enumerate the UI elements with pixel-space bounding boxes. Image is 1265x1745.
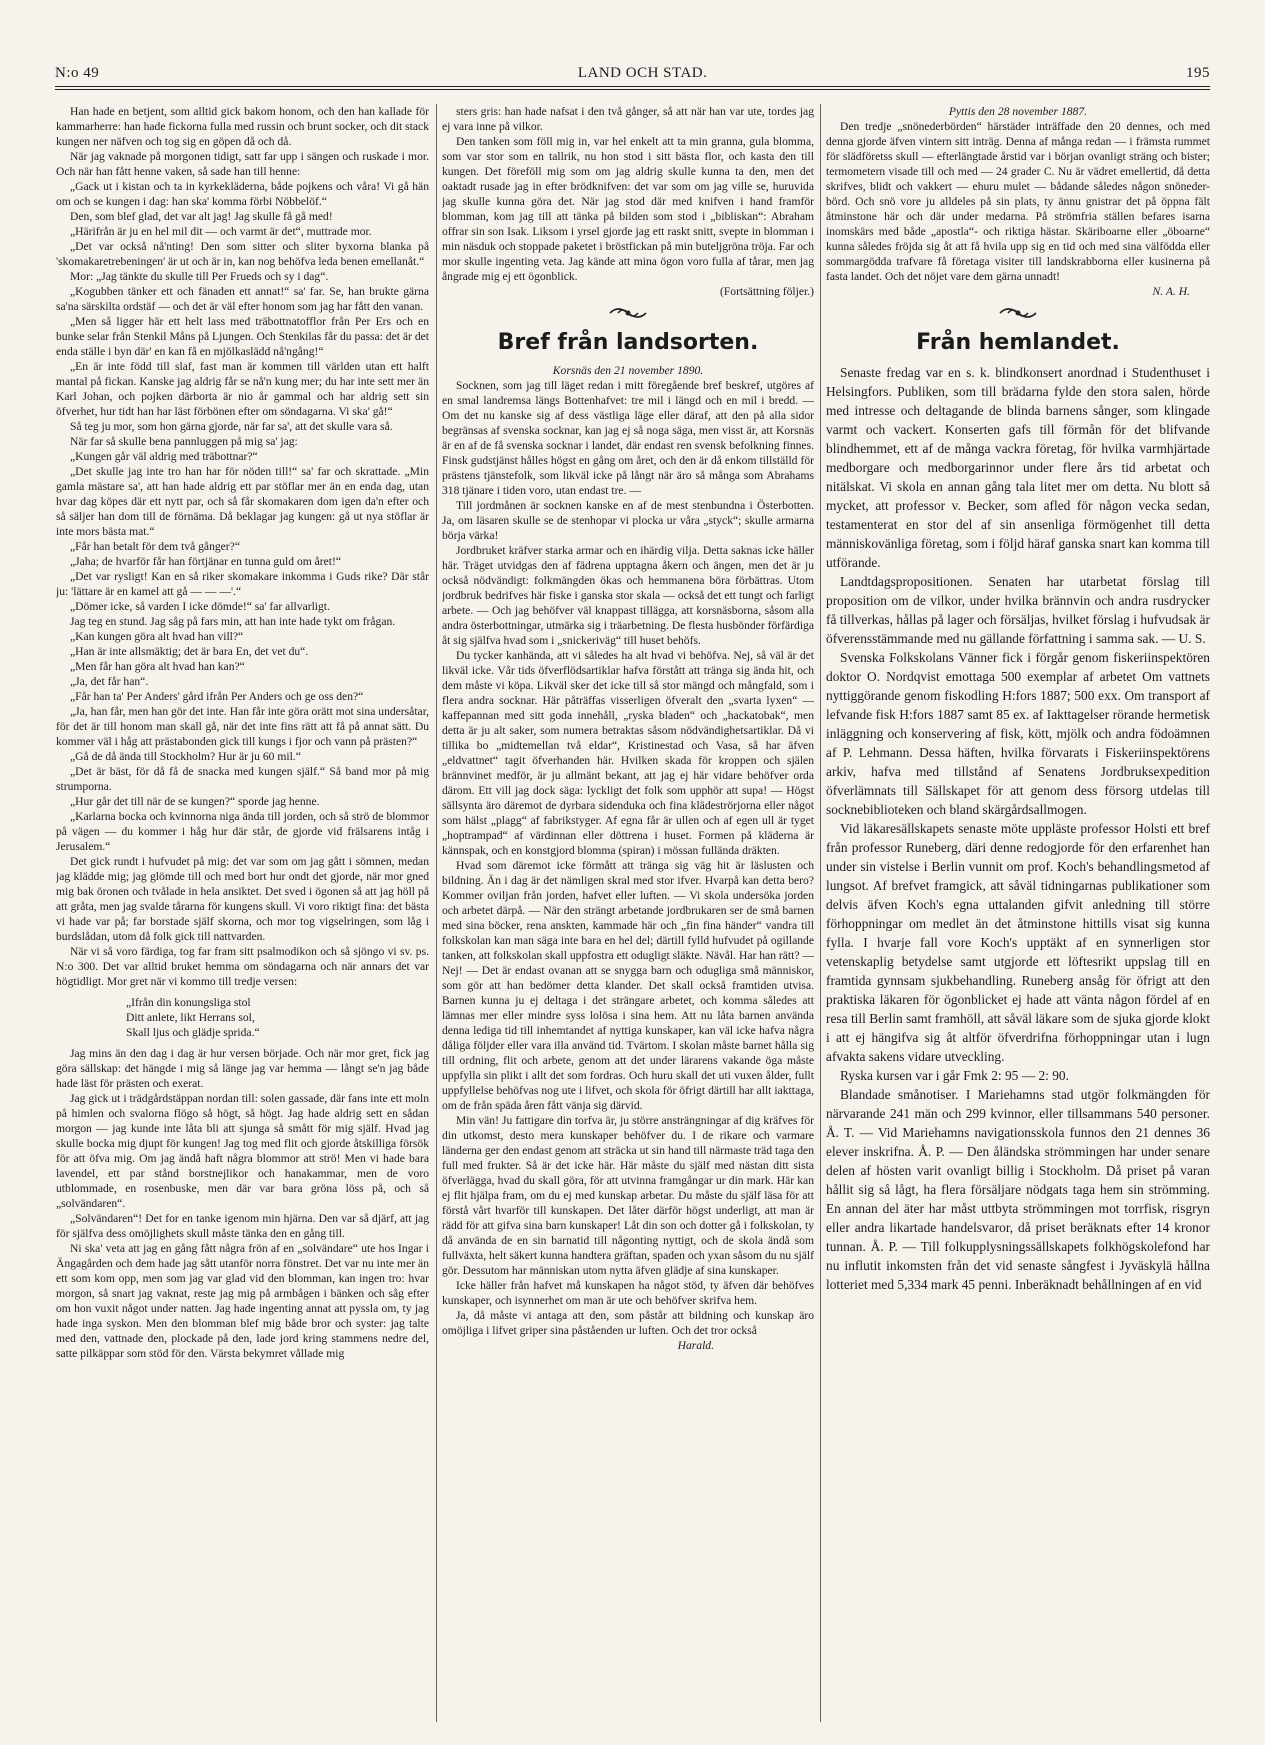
- paragraph: „Han är inte allsmäktig; det är bara En, det vet du“.: [70, 645, 309, 658]
- paragraph: Blandade smånotiser. I Mariehamns stad utgör folkmängden för närvarande 241 män och 299 kvinnor, eller tillsammans 540 personer. Å. T. — Vid Mariehamns navigationsskola funnos den 21 dennes 36 elever inskrifna. Å. P. — Den åländska strömmingen har under senare delen af hösten varit ovanligt billig i Stockholm. Då priset på varan hållit sig så lågt, ha flera försäljare nödgats taga hem sin strömming. En annan del äter har måst uttbyta strömmingen mot torrfisk, risgryn eller andra likartade handelsvaror, då priset beräknats efter 14 kronor tunnan. Å. P. — Till folkupplysningssällskapets folkhögskolefond har nu influtit inkomsten från det vid senaste sångfest i Jyväskylä hållna lotteriet med 5,334 mark 45 penni. Inberäknadt behållningen af en vid: [826, 1087, 1210, 1292]
- signature: Harald.: [677, 1339, 714, 1352]
- paragraph: „Det är bäst, för då få de snacka med kungen själf.“ Så band mor på mig strumporna.: [56, 765, 429, 793]
- header-rule: [55, 86, 1210, 87]
- paragraph: „Karlarna bocka och kvinnorna niga ända till jorden, och så strö de blommor på vägen — du kommer i håg hur där står, de gjorde vid frälsarens intåg i Jerusalem.“: [56, 810, 429, 853]
- header-rule-thin: [55, 89, 1210, 90]
- story-text: [56, 104, 429, 989]
- paragraph: „Det var också nå'nting! Den som sitter och sliter byxorna blanka på 'skomakaretrebeningen' är ut och är in, kan nog behöfva leda benen emellanåt.“: [56, 240, 429, 268]
- paragraph: Mor: „Jag tänkte du skulle till Per Frueds och sy i dag“.: [70, 270, 329, 283]
- paragraph: Hvad som däremot icke förmått att tränga sig väg hit är läslusten och bildning. Än i dag är det nämligen skral med stor ifver. Hvarpå kan detta bero? Kommer oviljan från jorden, hafvet eller luften. — Vi skola undersöka jorden och arbetet därpå. — När den strängt arbetande jordbrukaren ser de små barnen med sina böcker, rena anskten, kammade här och „fin fina händer“ vandra till folkskolan kan man säga inte bara en hel del; därtill fylld hufvudet på ogillande tanken, att folkskolan skall uppfostra ett odugligt släkte. Nävål. Har han rätt? — Nej! — Det är endast ovanan att se snygga barn och odugliga små människor, som gör att han bedömer detta klander. Det skall också framtiden utvisa. Barnen kunna ju ej deltaga i det strängare arbetet, och komma således att lämnas mer eller mindre syss lolösa i sina hem. Att nu låta barnen använda denna lediga tid till inhemtandet af nyttiga kunskaper, kan väl icke hafva några dåliga följder eller vara illa använd tid. Tvärtom. I skolan måste barnet hålla sig till ordning, flit och arbete, genom att det under lärarens vakande öga måste uppfylla sin plikt i allt det som fordras. Och huru skall det uti vuxen ålder, fullt uppfyllelse behöfvas nog ute i lifvet, och skola för öfrigt därtill har allt iakttaga, om de från späda åren fått vänja sig därvid.: [442, 859, 814, 1112]
- paragraph: „Kan kungen göra alt hvad han vill?“: [70, 630, 244, 643]
- story-text-continued: [56, 1046, 429, 1361]
- story-ending: [442, 104, 814, 284]
- issue-number: N:o 49: [55, 65, 100, 81]
- paragraph: „Får han ta' Per Anders' gård ifrån Per Anders och ge oss den?“: [70, 690, 364, 703]
- newspaper-title: LAND OCH STAD.: [577, 65, 708, 81]
- section-heading-hemlandet: Från hemlandet.: [916, 330, 1120, 355]
- column-separator: [820, 104, 821, 1722]
- dateline: Korsnäs den 21 november 1890.: [552, 364, 704, 377]
- paragraph: sters gris: han hade nafsat i den två gånger, så att när han var ute, tordes jag ej vara inne på vilkor.: [442, 105, 814, 133]
- column-3: [826, 104, 1210, 1734]
- paragraph: „Dömer icke, så varden I icke dömde!“ sa' far allvarligt.: [70, 600, 330, 613]
- poem-line: Skall ljus och glädje sprida.“: [126, 1026, 260, 1039]
- paragraph: När jag vaknade på morgonen tidigt, satt far upp i sängen och ruskade i mor. Och när han fått henne vaken, så sade han till henne:: [56, 150, 429, 178]
- paragraph: När vi så voro färdiga, tog far fram sitt psalmodikon och så sjöngo vi sv. ps. N:o 300. Det var alltid bruket hemma om söndagarna och när annars det var högtidligt. Mor gret när vi kommo till tredje versen:: [56, 945, 429, 988]
- column-separator: [436, 104, 437, 1722]
- paragraph: Jordbruket kräfver starka armar och en ihärdig vilja. Detta saknas icke häller här. Träget utvidgas den af fädrena upptagna åkern och ängen, men det är ju också nödvändigt: folkmängden ökas och hemmanena böra förbättras. Utom jordbruk bedrifves här fiske i ganska stor skala — också det ett tungt och farligt arbete. — Och jag behöfver väl knappast tillägga, att korsnäsborna, såsom alla andra österbottningar, utmärka sig i träarbetning. De flesta husbönder förfärdiga åt sig själfva hvad som i „snickeriväg“ till huset behöfs.: [442, 544, 814, 647]
- paragraph: Icke häller från hafvet må kunskapen ha något stöd, ty äfven där behöfves kunskaper, och isynnerhet om man är ute och behöfver skrifva hem.: [442, 1279, 814, 1307]
- letter-text: [442, 378, 814, 1338]
- column-2: [442, 104, 814, 1734]
- paragraph: Det gick rundt i hufvudet på mig: det var som om jag gått i sömnen, medan jag klädde mig; jag glömde till och med bort hur ondt det gjorde, när mor gned mig bak öronen och tvålade in hela ansiktet. Det sved i ögonen så att jag höll på att gråta, men jag svalde tårarna för kungens skull. Vi voro riktigt fina: det bästa vi hade var på; far borstade själf skorna, och mor tog vigselringen, som låg i burdslådan, utom då folk gick till nattvarden.: [56, 855, 429, 943]
- poem: [56, 995, 429, 1040]
- paragraph: Till jordmånen är socknen kanske en af de mest stenbundna i Österbotten. Ja, om läsaren skulle se de stenhopar vi plocka ur våra „styck“; skulle armarna börja värka!: [442, 499, 814, 542]
- paragraph: „Men så ligger här ett helt lass med träbottnatofflor från Per Ers och en bunke selar från Stenkil Måns på Ljungen. Och Stenkilas får du passa: det är det enda ställe i byn där' en kan få en mjölkaslädd nå'ngång!“: [56, 315, 429, 358]
- paragraph: Socknen, som jag till läget redan i mitt föregående bref beskref, utgöres af en smal landremsa längs Bottenhafvet: tre mil i längd och en mil i bredd. — Om det nu kanske sig af dess västliga läge eller däraf, att den på alla sidor begränsas af svenska socknar, kan jag ej så noga säga, men visst är, att Korsnäs är en af de få svenska socknar i landet, där endast ren svensk befolkning finnes. Finsk gudstjänst hålles högst en gång om året, och den är då enkom tillställd för prästens tjänstefolk, som likväl icke på långt när äro så många som Abrahams 318 tjänare i tiden voro, utan endast tre. —: [442, 379, 814, 497]
- paragraph: Jag gick ut i trädgårdstäppan nordan till: solen gassade, där fans inte ett moln på himlen och svalorna flögo så högt, så högt. Jag hade aldrig sett en sådan morgon — jag kunde inte låta bli att sjunga så smått för mig själf. Hvad jag skulle bocka mig djupt för kungen! Jag tog med flit och gjorde åtskilliga försök för att öfva mig. Om jag ändå haft några blommor att strö! Men vi hade bara lavendel, ett par stånd borstnejlikor och hanakammar, men de voro utblommade, en rosenbuske, men där var bara gröna löss på, och så „solvändaren“.: [56, 1092, 429, 1210]
- paragraph: Svenska Folkskolans Vänner fick i förgår genom fiskeriinspektören doktor O. Nordqvist emottaga 500 exemplar af arbetet Om vattnets nyttiggörande genom fiskodling H:fors 1887; 500 exx. Om transport af lefvande fisk H:fors 1887 samt 85 ex. af Iakttagelser rörande hermetisk inläggning och konservering af fisk, kött, mjölk och andra födoämnen af P. Lehmann. Dessa häften, hvilka förvarats i Fiskeriinspektörens arkiv, hafva med tillstånd af Senatens Jordbruksexpedition öfverlämnats till Sällskapet för att genom dess försorg utdelas till socknebiblioteken och bland skärgårdsallmogen.: [826, 650, 1210, 817]
- paragraph: Ja, då måste vi antaga att den, som påstår att bildning och kunskap äro omöjliga i lifvet griper sina påståenden ur luften. Och det tror också: [442, 1309, 814, 1337]
- paragraph: När far så skulle bena pannluggen på mig sa' jag:: [70, 435, 298, 448]
- paragraph: Senaste fredag var en s. k. blindkonsert anordnad i Studenthuset i Helsingfors. Publiken, som till brädarna fylde den stora salen, hörde med intresse och deltagande de blinda barnens sånger, som klingade varmt och vackert. Konserten gafs till förmån för det blifvande blindhemmet, ett af de många vackra företag, för hvilka varmhjärtade medborgare och medborgarinnor under flere års tid arbetat och nitälskat. Vi skola en annan gång tala litet mer om detta. Nu blott så mycket, att professor v. Becker, som afled för någon vecka sedan, testamenterat en stor del af sin ansenliga förmögenhet till detta människovänliga företag, som i följd häraf ganska snart kan komma till utförande.: [826, 365, 1210, 570]
- paragraph: „Gå de då ända till Stockholm? Hur är ju 60 mil.“: [70, 750, 301, 763]
- paragraph: Ryska kursen var i går Fmk 2: 95 — 2: 90.: [840, 1068, 1069, 1083]
- paragraph: Den tanken som föll mig in, var hel enkelt att ta min granna, gula blomma, som var stor som en tallrik, nu hon stod i sitt bästa flor, och kasta den till kungen. Det föreföll mig som om jag aldrig skulle kunna ta den, men det oaktadt rusade jag in efter brödknifven: det var som om jag ville se, huruvida jag skulle kunna göra det. När jag stod där med knifven i hand framför blomman, kom jag till att tänka på bilden som stod i „bibliskan“: Abraham offrar sin son Isak. Liksom i yrsel gjorde jag ett raskt snitt, svepte in blomman i min näsduk och stoppade paketet i bröstfickan på min buteljgröna tröja. Far och mor skulle ingenting veta. Jag kände att mina ögon voro fulla af tårar, men jag ångrade mig ej ett ögonblick.: [442, 135, 814, 283]
- paragraph: „Gack ut i kistan och ta in kyrkekläderna, både pojkens och våra! Vi gå hän om och se kungen i dag: han ska' komma förbi Nöbbelöf.“: [56, 180, 429, 208]
- paragraph: „Kogubben tänker ett och fänaden ett annat!“ sa' far. Se, han brukte gärna sa'na särskilta ordstäf — och det är väl efter honom som jag har fått den vanan.: [56, 285, 429, 313]
- ornament-icon: [826, 303, 1210, 325]
- paragraph: „Kungen går väl aldrig med träbottnar?“: [70, 450, 258, 463]
- paragraph: Så teg ju mor, som hon gärna gjorde, när far sa', att det skulle vara så.: [70, 420, 393, 433]
- paragraph: Du tycker kanhända, att vi således ha alt hvad vi behöfva. Nej, så väl är det likväl icke. Vår tids öfverflödsartiklar hafva förstått att tränga sig ända hit, och dem måste vi köpa. Likväl sker det icke till så stor mängd och mångfald, som i flera andra socknar. Här påträffas visserligen öfveralt den „svarta lyxen“ — kaffepannan med sitt goda innehåll, „ryska bladen“ och „hackatobak“, men detta är ju alt saker, som numera betraktas såsom nödvändighetsartiklar. Då vi tillika bo „midtemellan två eldar“, Kristinestad och Vasa, så har äfven „eldvattnet“ tagit öfverhanden här. Hvilken skada för kroppen och själen brännvinet medför, är ju allmänt bekant, att jag ej här vidare behöfver orda därom. Ett vill jag dock säga: lyckligt det folk som upphör att supa! — Högst sällsynta äro däremot de dyrbara sidenduka och fina klädeströrjorna eller något som hälst „plagg“ af fabrikstyger. Af egna får är ullen och af egen ull är tyget „hoptrampad“ af värdinnan eller döttrena i huset. Formen på kläderna är kännspak, och en konstgjord blomma (spiran) i mössan fullända dräkten.: [442, 649, 814, 857]
- column-1: [56, 104, 429, 1734]
- paragraph: „Jaha; de hvarför får han förtjänar en tunna guld om året!“: [70, 555, 342, 568]
- paragraph: Min vän! Ju fattigare din torfva är, ju större ansträngningar af dig kräfves för din utkomst, desto mera kunskaper behöfver du. I de rikare och varmare länderna ger den endast genom att sträcka ut sin hand till närmaste träd taga den full med frukter. Så är det icke här. Här måste du själf med nästan ditt sista öfverlägga, hvad du skall göra, för att utvinna framgångar ur din mark. Här kan ej flit hjälpa fram, om du ej med kunskap arbetar. Du måste du själf läsa för att förstå vårt hvarför till kunskapen. Det låter därför högst underligt, att man är rädd för att gifva sina barn kunskaper! Låt din son och dotter gå i folkskolan, ty då använda de en sin barnatid till någonting nyttigt, och de skola ändå som fullväxta, helt säkert kunna handtera gräftan, spaden och yxan såsom du nu själf gör. Dessutom har människan utom nytta äfven glädje af sina kunskaper.: [442, 1114, 814, 1277]
- paragraph: „Ja, det får han“.: [70, 675, 149, 688]
- paragraph: Ni ska' veta att jag en gång fått några frön af en „solvändare“ ute hos Ingar i Ängagården och dem hade jag sått utanför norra fönstret. Det var nu inte mer än ett som kom opp, men som jag var glad vid den blomman, kan ingen tro: hvar morgon, så snart jag vaknat, reste jag mig på armbågen i bänken och såg efter om hon vuxit något under natten. Jag hade ingenting annat att pyssla om, ty jag hade inga syskon. Men den blomman blef mig både bror och syster: jag talte med den, vattnade den, plockade på den, lade jord kring stammens nedre del, satte pilkäppar som stöd för den. Värsta bekymret vållade mig: [56, 1242, 429, 1360]
- paragraph: Den, som blef glad, det var alt jag! Jag skulle få gå med!: [70, 210, 333, 223]
- paragraph: Vid läkaresällskapets senaste möte uppläste professor Holsti ett bref från professor Runeberg, däri denne redogjorde för den erfarenhet han under sin vistelse i Berlin vunnit om prof. Koch's behandlingsmetod af lungsot. Af brefvet framgick, att såväl tidningarnas publikationer som delvis äfven Koch's egna uttalanden gifvit anledning till större förhoppningar om medlet än det åtminstone hittills visat sig kunna fylla. I hvarje fall vore Koch's upptäkt af en synnerligen stor vetenskaplig betydelse samt utgjorde ett löftesrikt uppslag till en framtida gynnsam sjukbehandling. Runeberg ansåg för öfrigt att den praktiska läkaren för ögonblicket ej hade att vänta någon fördel af en resa till Berlin samt framhöll, att såväl läkare som de sjuka gjorde klokt i att ej hängifva sig åt altför öfverdrifna förhoppningar utan i lugn afvakta sakens vidare utveckling.: [826, 821, 1210, 1064]
- continuation-note: (Fortsättning följer.): [719, 285, 814, 298]
- signature: N. A. H.: [1152, 285, 1190, 298]
- masthead: [55, 56, 1210, 82]
- paragraph: Landtdagspropositionen. Senaten har utarbetat förslag till proposition om de vilkor, under hvilka brännvin och andra rusdrycker få tillverkas, hållas på lager och försäljas, hvilket förslag i hufvudsak är öfverensstämmande med nu gällande författning i samma sak. — U. S.: [826, 574, 1210, 646]
- news-items: [826, 363, 1210, 1294]
- paragraph: „Härifrån är ju en hel mil dit — och varmt är det“, muttrade mor.: [70, 225, 372, 238]
- paragraph: Jag teg en stund. Jag såg på fars min, att han inte hade tykt om frågan.: [70, 615, 396, 628]
- paragraph: „Ja, han får, men han gör det inte. Han får inte göra orätt mot sina undersåtar, för det är till honom man skall gå, när det inte fins rätt att få på annat sätt. Du kommer väl i håg att prästabonden gick till kungs i fjor och vann på prästen?“: [56, 705, 429, 748]
- poem-line: „Ifrån din konungsliga stol: [126, 996, 251, 1009]
- paragraph: „En är inte född till slaf, fast man är kommen till världen utan ett halft mantal på fickan. Kanske jag aldrig får se nå'n kung mer; du har inte sett mer än Karl Johan, och pojken därborta är nio år gammal och har aldrig sett sin öfverhet, hur tidt han har läst förbönen efter om söndagarna. Vi ska' gå!“: [56, 360, 429, 418]
- paragraph: „Solvändaren“! Det for en tanke igenom min hjärna. Den var så djärf, att jag för själfva dess omöjlighets skull måste tänka den en gång till.: [56, 1212, 429, 1240]
- paragraph: „Det var rysligt! Kan en så riker skomakare inkomma i Guds rike? Där står ju: 'lättare är en kamel att gå — — —'.“: [56, 570, 429, 598]
- ornament-icon: [442, 303, 814, 325]
- paragraph: „Men får han göra alt hvad han kan?“: [70, 660, 245, 673]
- paragraph: Jag mins än den dag i dag är hur versen började. Och när mor gret, fick jag göra sällskap: det hängde i mig så länge jag var hemma — långt se'n jag både hade läst för prästen och exerat.: [56, 1047, 429, 1090]
- section-heading-bref: Bref från landsorten.: [497, 330, 759, 355]
- paragraph: „Hur går det till när de se kungen?“ sporde jag henne.: [70, 795, 320, 808]
- letter-text: Den tredje „snönederbörden“ härstäder inträffade den 20 dennes, och med denna gjorde äfven vintern sitt inträg. Denna af många redan — i främsta rummet för slädföretss skull — efterlängtade årstid var i början ovanligt sträng och bister; termometern visade till och med — 24 grader C. Nu är vädret emellertid, då detta skrifves, blidt och vakkert — ehuru mulet — bådande således någon snöneder-börd. Och snö vore ju alldeles på sin plats, ty ännu gnistrar det på öppna fält åtminstone här och där under medarna. På strömfria ställen befares isarna inomskärs med både „apostla“- och riktiga hästar. Skäriboarne eller „öboarne“ kunna således fröjda sig åt att få hvila upp sig en tid och med sina välfödda eller sommargödda trafvare få företaga visiter till landskrabborna eller kusinerna på fasta landet. Och det nöjet vare dem gärna unnadt!: [826, 120, 1210, 283]
- dateline: Pyttis den 28 november 1887.: [948, 105, 1088, 118]
- paragraph: Han hade en betjent, som alltid gick bakom honom, och den han kallade för kammarherre: han hade fickorna fulla med russin och brunt socker, och dit stack kungen ner näfven och tog sig en göpen då och då.: [56, 105, 429, 148]
- poem-line: Ditt anlete, likt Herrans sol,: [126, 1011, 255, 1024]
- paragraph: „Får han betalt för dem två gånger?“: [70, 540, 240, 553]
- paragraph: „Det skulle jag inte tro han har för nöden till!“ sa' far och skrattade. „Min gamla mästare sa', att han hade aldrig ett par stöflar mer än en enda dag, utan hvar dag köpes där ett nytt par, och så får skomakaren dom igen da'n efter och så säljer han dom till de förnäma. Då beklagar jag kungen: gå ut nya stöflar är inte mors bästa mat.“: [56, 465, 429, 538]
- page-number: 195: [1186, 65, 1210, 81]
